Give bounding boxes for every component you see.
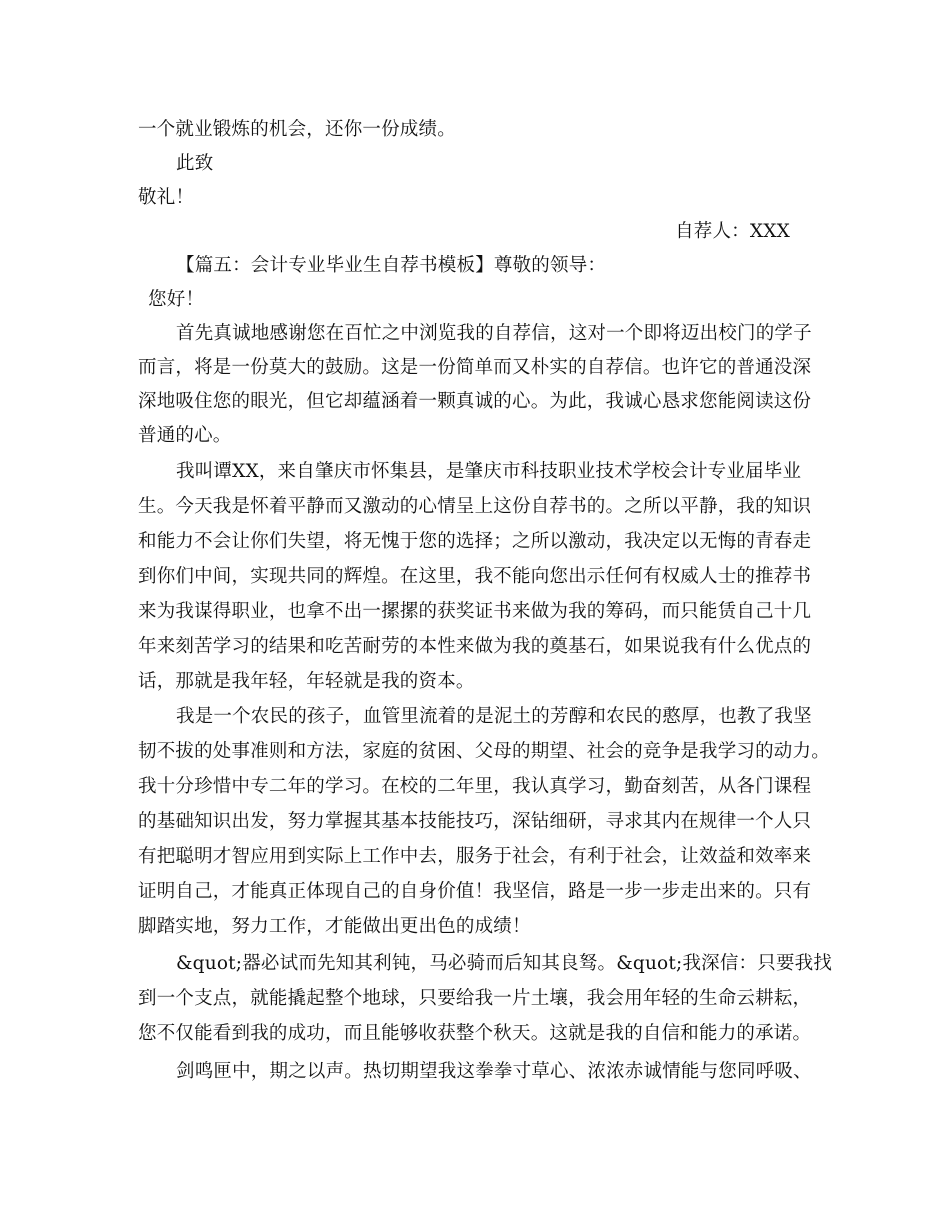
text-line: 生。今天我是怀着平静而又激动的心情呈上这份自荐书的。之所以平静，我的知识	[138, 496, 812, 517]
signature-line: 自荐人：XXX	[675, 221, 790, 242]
text-line: 您不仅能看到我的成功，而且能够收获整个秋天。这就是我的自信和能力的承诺。	[138, 1023, 812, 1044]
greeting: 您好！	[148, 289, 205, 310]
text-line: 和能力不会让你们失望，将无愧于您的选择；之所以激动，我决定以无悔的青春走	[138, 531, 812, 552]
text-line: 剑鸣匣中，期之以声。热切期望我这拳拳寸草心、浓浓赤诚情能与您同呼吸、	[176, 1061, 812, 1082]
text-line: 有把聪明才智应用到实际上工作中去，服务于社会，有利于社会，让效益和效率来	[138, 846, 812, 867]
text-line: 一个就业锻炼的机会，还你一份成绩。	[138, 119, 456, 140]
text-line: 的基础知识出发，努力掌握其基本技能技巧，深钻细研，寻求其内在规律一个人只	[138, 811, 812, 832]
text-line: 我是一个农民的孩子，血管里流着的是泥土的芳醇和农民的憨厚，也教了我坚	[176, 706, 812, 727]
closing-regards: 敬礼！	[138, 187, 195, 208]
text-line: 证明自己，才能真正体现自己的自身价值！我坚信，路是一步一步走出来的。只有	[138, 881, 812, 902]
text-line: 深地吸住您的眼光，但它却蕴涵着一颗真诚的心。为此，我诚心恳求您能阅读这份	[138, 391, 812, 412]
text-line: 到一个支点，就能撬起整个地球，只要给我一片土壤，我会用年轻的生命云耕耘，	[138, 988, 812, 1009]
section-heading: 【篇五：会计专业毕业生自荐书模板】尊敬的领导：	[176, 255, 607, 276]
text-line: 我十分珍惜中专二年的学习。在校的二年里，我认真学习，勤奋刻苦，从各门课程	[138, 776, 812, 797]
closing-salutation: 此致	[176, 153, 214, 174]
text-line: 韧不拔的处事准则和方法，家庭的贫困、父母的期望、社会的竞争是我学习的动力。	[138, 741, 830, 762]
text-line: 到你们中间，实现共同的辉煌。在这里，我不能向您出示任何有权威人士的推荐书	[138, 566, 812, 587]
text-line: 首先真诚地感谢您在百忙之中浏览我的自荐信，这对一个即将迈出校门的学子	[176, 323, 812, 344]
text-line: 脚踏实地，努力工作，才能做出更出色的成绩！	[138, 916, 531, 937]
text-line: 我叫谭XX，来自肇庆市怀集县，是肇庆市科技职业技术学校会计专业届毕业	[176, 461, 802, 482]
text-line: 而言，将是一份莫大的鼓励。这是一份简单而又朴实的自荐信。也许它的普通没深	[138, 357, 812, 378]
text-line: 普通的心。	[138, 425, 232, 446]
text-line: &quot;器必试而先知其利钝，马必骑而后知其良驽。&quot;我深信：只要我找	[176, 953, 833, 974]
text-line: 年来刻苦学习的结果和吃苦耐劳的本性来做为我的奠基石，如果说我有什么优点的	[138, 636, 812, 657]
text-line: 话，那就是我年轻，年轻就是我的资本。	[138, 671, 475, 692]
text-line: 来为我谋得职业，也拿不出一摞摞的获奖证书来做为我的筹码，而只能赁自己十几	[138, 601, 812, 622]
